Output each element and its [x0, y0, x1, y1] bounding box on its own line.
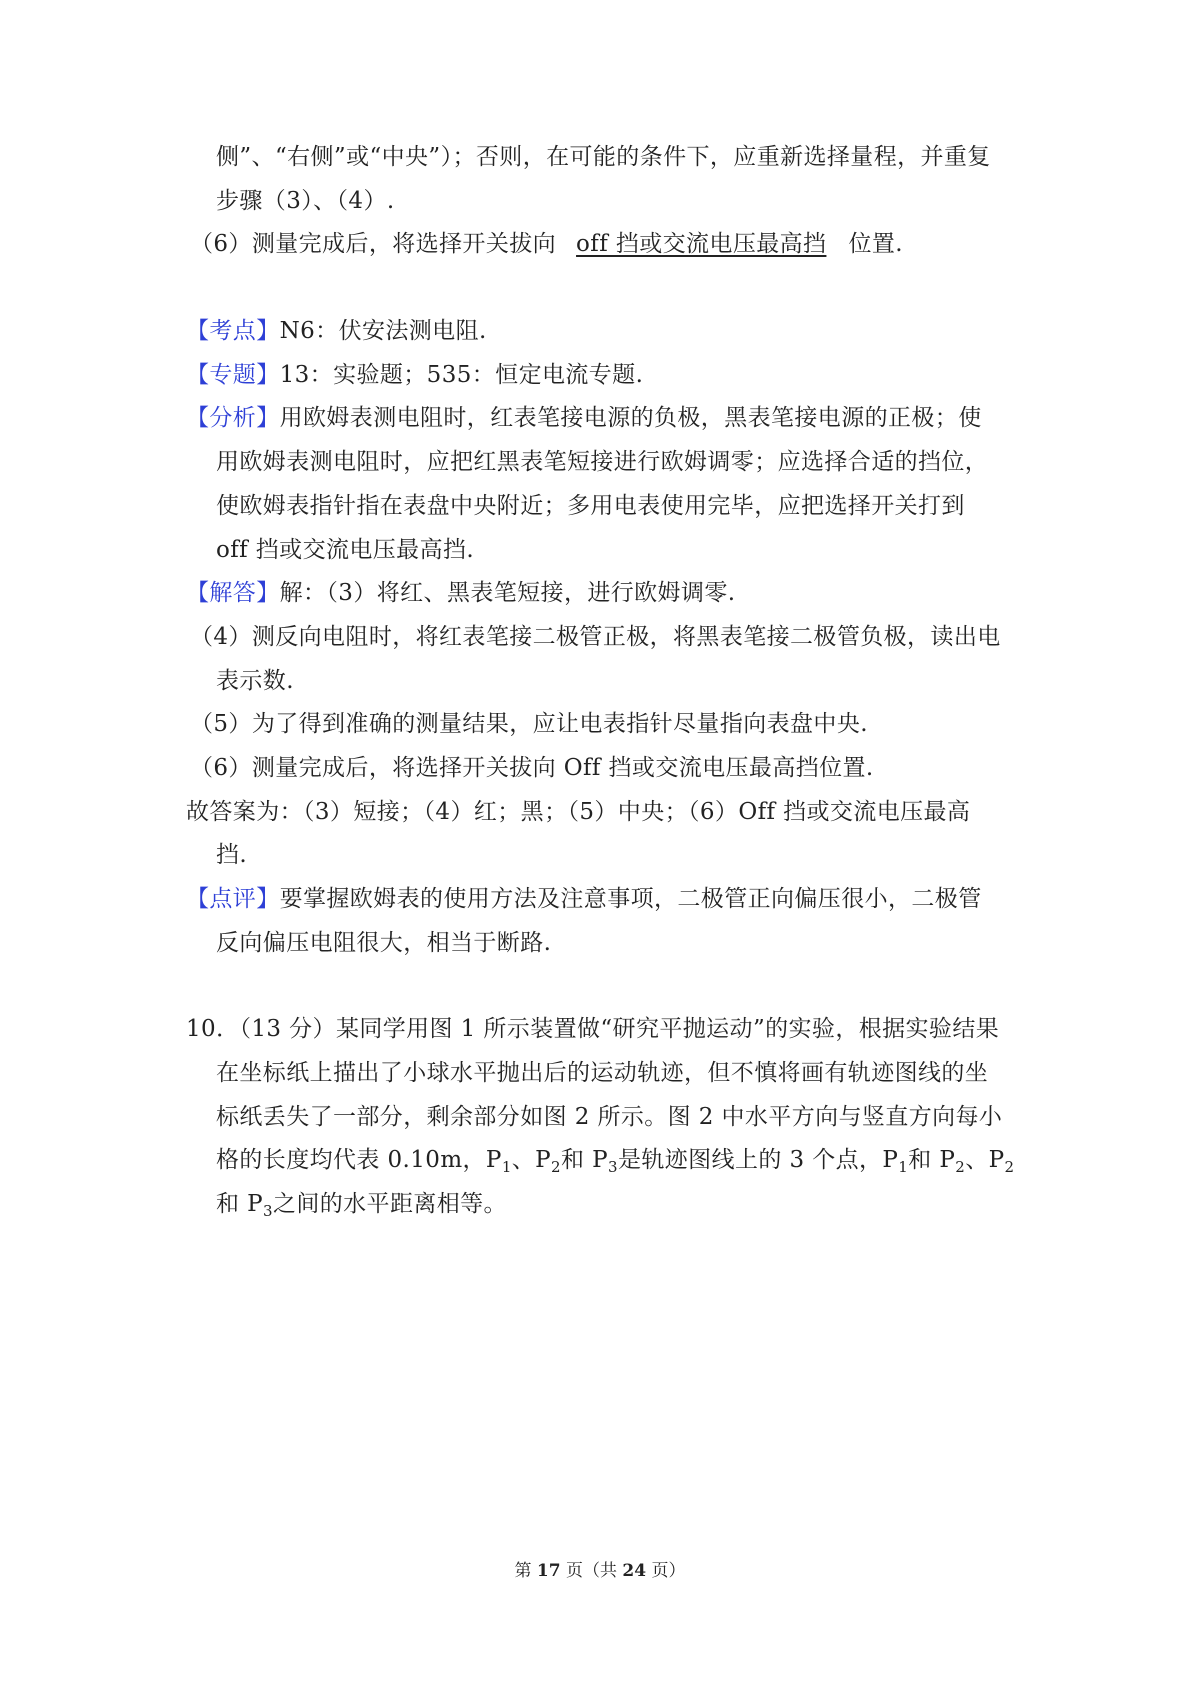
jieda-text-1: 解：（3）将红、黑表笔短接，进行欧姆调零.: [279, 580, 736, 606]
answer-blank: off 挡或交流电压最高挡: [576, 231, 827, 257]
fenxi-line-2: 用欧姆表测电阻时，应把红黑表笔短接进行欧姆调零；应选择合适的挡位，: [216, 449, 989, 475]
fenxi-line-3: 使欧姆表指针指在表盘中央附近；多用电表使用完毕，应把选择开关打到: [216, 493, 965, 519]
jieda-tag: 【解答】: [186, 580, 280, 606]
page-total: 24: [622, 1561, 647, 1581]
zhuanti-text: 13：实验题；535：恒定电流专题.: [279, 362, 644, 388]
question-10-line-5: 和 $P_3$之间的水平距离相等。: [216, 1191, 507, 1220]
jieda-line-4: （5）为了得到准确的测量结果，应让电表指针尽量指向表盘中央.: [190, 711, 868, 737]
jieda-line-5: （6）测量完成后，将选择开关拔向 Off 挡或交流电压最高挡位置.: [190, 755, 874, 781]
fenxi-line-1: [186, 403, 982, 433]
fenxi-text-1: 用欧姆表测电阻时，红表笔接电源的负极，黑表笔接电源的正极；使: [279, 405, 982, 431]
jieda-line-6: 故答案为：（3）短接；（4）红；黑；（5）中央；（6）Off 挡或交流电压最高: [186, 799, 971, 825]
page-footer: 第 17 页（共 24 页）: [514, 1561, 686, 1581]
question-10-line-3: 标纸丢失了一部分，剩余部分如图 2 所示。图 2 中水平方向与竖直方向每小: [216, 1104, 1003, 1130]
zhuanti-tag: 【专题】: [186, 362, 280, 388]
question-10-line-1: 10．（13 分）某同学用图 1 所示装置做“研究平抛运动”的实验，根据实验结果: [186, 1016, 1000, 1042]
question-10-line-4: 格的长度均代表 0.10m，$P_1$、$P_2$和 $P_3$是轨迹图线上的 3 个点，$P_1$和 $P_2$、$P_2$: [216, 1147, 1015, 1176]
step6-tail: 位置.: [848, 231, 903, 257]
zhuanti-line: [186, 360, 643, 390]
cont-line-1: 侧”、“右侧”或“中央”）；否则，在可能的条件下，应重新选择量程，并重复: [216, 144, 991, 170]
dianping-line-2: 反向偏压电阻很大，相当于断路.: [216, 930, 552, 956]
cont-line-3: [190, 229, 903, 259]
jieda-line-3: 表示数.: [216, 668, 294, 694]
page-number: 17: [536, 1561, 561, 1581]
kaodian-text: N6：伏安法测电阻.: [279, 318, 487, 344]
jieda-line-7: 挡.: [216, 842, 248, 868]
dianping-tag: 【点评】: [186, 886, 280, 912]
cont-line-2: 步骤（3）、（4）.: [216, 188, 395, 214]
kaodian-tag: 【考点】: [186, 318, 280, 344]
jieda-line-2: （4）测反向电阻时，将红表笔接二极管正极，将黑表笔接二极管负极，读出电: [190, 624, 1001, 650]
dianping-line-1: [186, 884, 982, 914]
fenxi-tag: 【分析】: [186, 405, 280, 431]
jieda-line-1: [186, 578, 735, 608]
dianping-text-1: 要掌握欧姆表的使用方法及注意事项，二极管正向偏压很小，二极管: [279, 886, 982, 912]
kaodian-line: [186, 316, 487, 346]
step6-text: （6）测量完成后，将选择开关拔向: [190, 231, 557, 257]
fenxi-line-4: off 挡或交流电压最高挡.: [216, 537, 475, 563]
question-10-line-2: 在坐标纸上描出了小球水平抛出后的运动轨迹，但不慎将画有轨迹图线的坐: [216, 1060, 989, 1086]
